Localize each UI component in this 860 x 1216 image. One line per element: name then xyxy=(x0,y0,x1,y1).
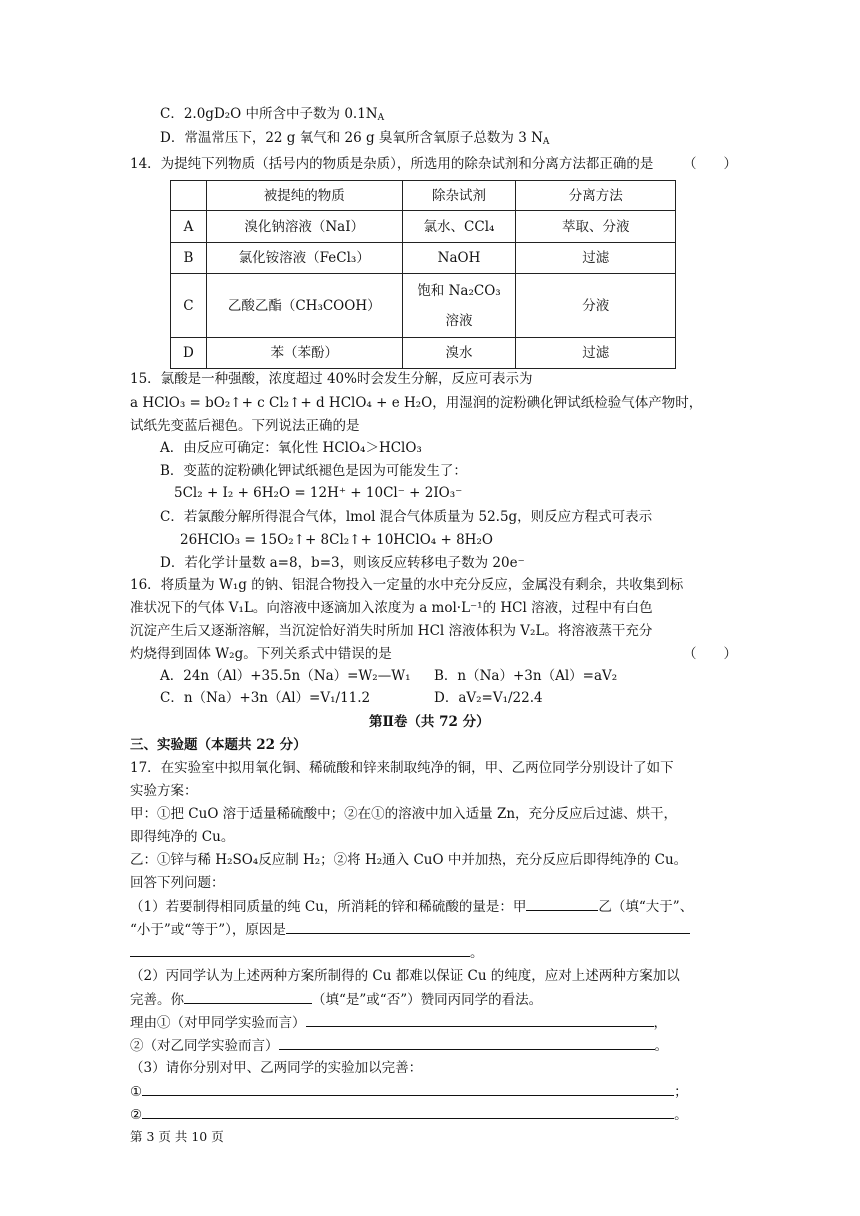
table-row xyxy=(171,338,676,369)
answer-blank-agree[interactable] xyxy=(184,989,312,1004)
q16-option-b: B．n（Na）+3n（Al）=aV₂ xyxy=(434,668,618,684)
table-header-cell: 分离方法 xyxy=(516,181,676,211)
table-header-cell: 除杂试剂 xyxy=(402,181,516,211)
q17-reason2: ②（对乙同学实验而言） 。 xyxy=(130,1035,668,1056)
q15-option-c: C．若氯酸分解所得混合气体，lmol 混合气体质量为 52.5g，则反应方程式可表示 xyxy=(160,509,653,525)
q17-part1-line3: 。 xyxy=(130,942,484,963)
answer-blank-reason-jia[interactable] xyxy=(306,1012,654,1027)
q16-stem-line1: 16．将质量为 W₁g 的钠、铝混合物投入一定量的水中充分反应，金属没有剩余，共收集到标 xyxy=(130,577,684,593)
method-cell: 萃取、分液 xyxy=(516,211,676,243)
method-cell: 分液 xyxy=(516,274,676,338)
page-footer: 第 3 页 共 10 页 xyxy=(130,1129,224,1144)
table-header-cell xyxy=(171,181,207,211)
q17-improve1: ① ； xyxy=(130,1081,688,1102)
q16-stem-line2: 准状况下的气体 V₁L。向溶液中逐滴加入浓度为 a mol·L⁻¹的 HCl 溶液，过程中有白色 xyxy=(130,600,653,616)
q17-part1-line1: （1）若要制得相同质量的纯 Cu，所消耗的锌和稀硫酸的量是：甲 乙（填“大于”、 xyxy=(130,896,693,917)
q15-stem-line3: 试纸先变蓝后褪色。下列说法正确的是 xyxy=(130,418,360,434)
answer-blank-reason-cont[interactable] xyxy=(130,942,470,957)
q16-option-c: C．n（Na）+3n（Al）=V₁/11.2 xyxy=(160,690,371,706)
row-label: C xyxy=(171,274,207,338)
q15-option-b: B．变蓝的淀粉碘化钾试纸褪色是因为可能发生了： xyxy=(160,463,467,479)
q17-answer-prompt: 回答下列问题： xyxy=(130,875,225,891)
q17-plan-yi: 乙：①锌与稀 H₂SO₄反应制 H₂；②将 H₂通入 CuO 中并加热，充分反应后即得纯净的 Cu。 xyxy=(130,852,688,868)
answer-blank-compare[interactable] xyxy=(526,896,598,911)
q17-stem-line2: 实验方案： xyxy=(130,783,198,799)
q17-part1-line2: “小于”或“等于”），原因是 xyxy=(130,919,690,940)
answer-blank-reason[interactable] xyxy=(286,919,690,934)
q17-stem-line1: 17．在实验室中拟用氧化铜、稀硫酸和锌来制取纯净的铜，甲、乙两位同学分别设计了如下 xyxy=(130,760,674,776)
q17-plan-jia-line2: 即得纯净的 Cu。 xyxy=(130,829,235,845)
q14-table xyxy=(170,180,676,369)
reagent-cell: 溴水 xyxy=(402,338,516,369)
q17-plan-jia-line1: 甲：①把 CuO 溶于适量稀硫酸中；②在①的溶液中加入适量 Zn，充分反应后过滤、烘干， xyxy=(130,806,678,822)
q13-option-d: D．常温常压下，22 g 氧气和 26 g 臭氧所含氧原子总数为 3 $N_A$ xyxy=(160,130,550,147)
q13-option-c: C．2.0gD₂O 中所含中子数为 $0.1N_A$ xyxy=(160,106,385,123)
q16-option-a: A．24n（Al）+35.5n（Na）=W₂—W₁ xyxy=(160,668,411,684)
reagent-cell: 氯水、CCl₄ xyxy=(402,211,516,243)
q16-option-d: D．aV₂=V₁/22.4 xyxy=(434,690,543,706)
part2-title: 第Ⅱ卷（共 72 分） xyxy=(369,714,490,730)
table-row xyxy=(171,274,676,338)
answer-blank-reason-yi[interactable] xyxy=(279,1035,655,1050)
row-label: D xyxy=(171,338,207,369)
q15-stem-line2: a HClO₃ = bO₂↑+ c Cl₂↑+ d HClO₄ + e H₂O，用湿润的淀粉碘化钾试纸检验气体产物时， xyxy=(130,395,703,411)
substance-cell: 氯化铵溶液（FeCl₃） xyxy=(206,243,402,274)
q17-part3-line: （3）请你分别对甲、乙两同学的实验加以完善： xyxy=(130,1060,423,1076)
q15-option-c-equation: 26HClO₃ = 15O₂↑+ 8Cl₂↑+ 10HClO₄ + 8H₂O xyxy=(180,532,493,548)
reagent-cell: NaOH xyxy=(402,243,516,274)
substance-cell: 乙酸乙酯（CH₃COOH） xyxy=(206,274,402,338)
reagent-cell: 饱和 Na₂CO₃溶液 xyxy=(402,274,516,338)
table-header-cell: 被提纯的物质 xyxy=(206,181,402,211)
q15-option-a: A．由反应可确定：氧化性 HClO₄＞HClO₃ xyxy=(160,440,422,456)
q16-stem-line3: 沉淀产生后又逐渐溶解，当沉淀恰好消失时所加 HCl 溶液体积为 V₂L。将溶液蒸干充分 xyxy=(130,623,653,639)
section3-title: 三、实验题（本题共 22 分） xyxy=(130,737,307,753)
q15-stem-line1: 15．氯酸是一种强酸，浓度超过 40%时会发生分解，反应可表示为 xyxy=(130,371,533,387)
table-header-row xyxy=(171,181,676,211)
row-label: A xyxy=(171,211,207,243)
substance-cell: 溴化钠溶液（NaI） xyxy=(206,211,402,243)
table-row xyxy=(171,211,676,243)
q17-part2-line2: 完善。你 （填“是”或“否”）赞同丙同学的看法。 xyxy=(130,989,542,1010)
method-cell: 过滤 xyxy=(516,243,676,274)
q17-reason1: 理由①（对甲同学实验而言） ， xyxy=(130,1012,667,1033)
substance-cell: 苯（苯酚） xyxy=(206,338,402,369)
method-cell: 过滤 xyxy=(516,338,676,369)
q14-stem: 14．为提纯下列物质（括号内的物质是杂质），所选用的除杂试剂和分离方法都正确的是 xyxy=(130,156,654,172)
q14-answer-paren: （ ） xyxy=(683,156,737,172)
q16-stem-line4: 灼烧得到固体 W₂g。下列关系式中错误的是 xyxy=(130,646,392,662)
q15-option-d: D．若化学计量数 a=8，b=3，则该反应转移电子数为 20e⁻ xyxy=(160,555,525,571)
answer-blank-improve-yi[interactable] xyxy=(142,1104,674,1119)
row-label: B xyxy=(171,243,207,274)
q15-option-b-equation: 5Cl₂ + I₂ + 6H₂O = 12H⁺ + 10Cl⁻ + 2IO₃⁻ xyxy=(174,485,463,501)
q17-improve2: ② 。 xyxy=(130,1104,688,1125)
table-row xyxy=(171,243,676,274)
answer-blank-improve-jia[interactable] xyxy=(142,1081,674,1096)
q16-answer-paren: （ ） xyxy=(683,646,737,662)
q17-part2-line1: （2）丙同学认为上述两种方案所制得的 Cu 都难以保证 Cu 的纯度，应对上述两种方案加以 xyxy=(130,968,680,984)
